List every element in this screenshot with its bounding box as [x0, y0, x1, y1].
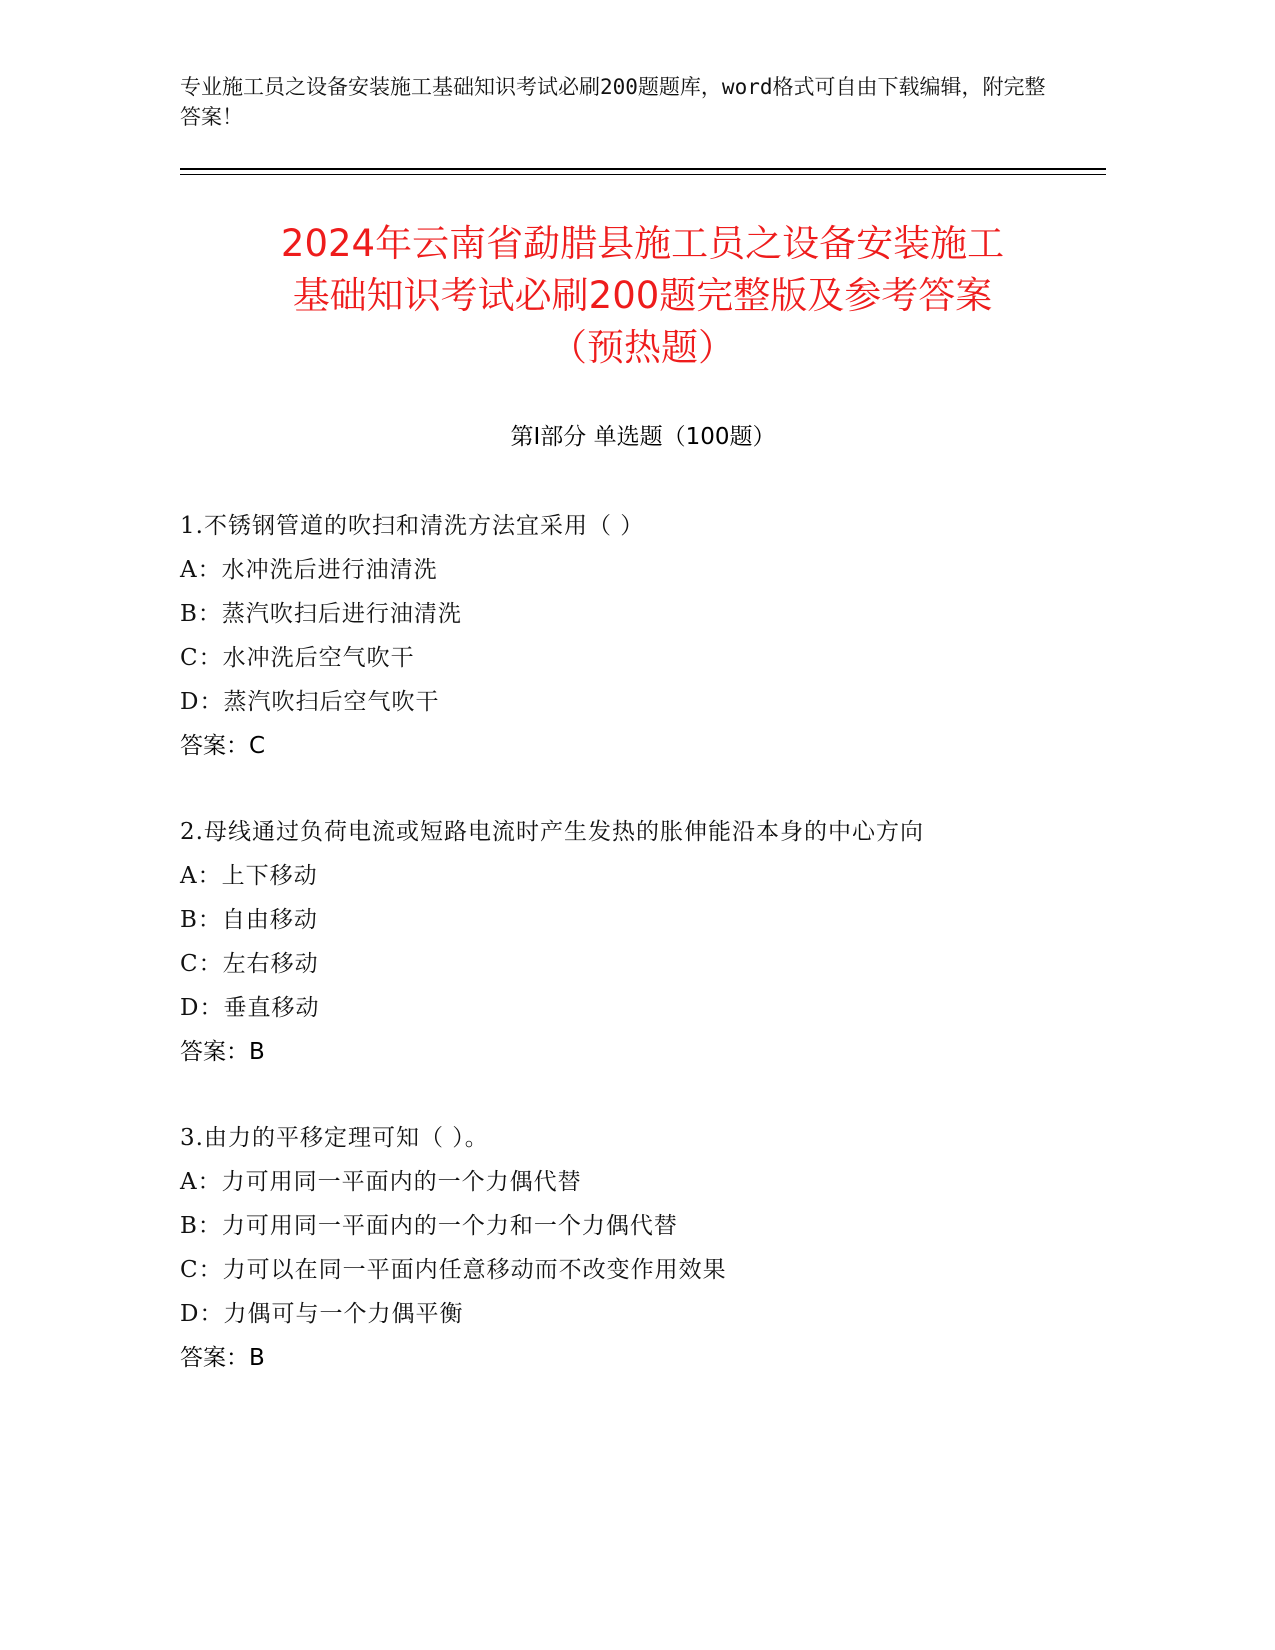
- option-d: D：蒸汽吹扫后空气吹干: [180, 689, 440, 715]
- option-d: D：力偶可与一个力偶平衡: [180, 1301, 464, 1327]
- answer-line: 答案：C: [180, 733, 266, 759]
- question-stem: 2.母线通过负荷电流或短路电流时产生发热的胀伸能沿本身的中心方向: [180, 819, 924, 845]
- question-2: [180, 810, 1060, 1074]
- document-title-line-1: 2024年云南省勐腊县施工员之设备安装施工: [280, 222, 1005, 265]
- option-b: B：自由移动: [180, 907, 318, 933]
- option-a: A：力可用同一平面内的一个力偶代替: [180, 1169, 582, 1195]
- question-3: [180, 1116, 1060, 1380]
- option-c: C：左右移动: [180, 951, 319, 977]
- option-d: D：垂直移动: [180, 995, 320, 1021]
- document-title-line-3: （预热题）: [550, 326, 735, 369]
- question-stem: 1.不锈钢管道的吹扫和清洗方法宜采用（ ）: [180, 513, 645, 539]
- option-c: C：水冲洗后空气吹干: [180, 645, 415, 671]
- answer-line: 答案：B: [180, 1345, 265, 1371]
- header-divider-thin: [180, 174, 1106, 175]
- option-a: A：水冲洗后进行油清洗: [180, 557, 438, 583]
- option-c: C：力可以在同一平面内任意移动而不改变作用效果: [180, 1257, 727, 1283]
- question-1: [180, 504, 1060, 768]
- answer-line: 答案：B: [180, 1039, 265, 1065]
- question-list: [180, 504, 1060, 1422]
- document-title: [150, 218, 1135, 374]
- option-b: B：蒸汽吹扫后进行油清洗: [180, 601, 462, 627]
- document-title-line-2: 基础知识考试必刷200题完整版及参考答案: [292, 274, 993, 317]
- option-a: A：上下移动: [180, 863, 318, 889]
- question-stem: 3.由力的平移定理可知（ ）。: [180, 1125, 489, 1151]
- section-heading: 第Ⅰ部分 单选题（100题）: [510, 424, 776, 450]
- option-b: B：力可用同一平面内的一个力和一个力偶代替: [180, 1213, 678, 1239]
- header-divider-thick: [180, 168, 1106, 170]
- header-note: 专业施工员之设备安装施工基础知识考试必刷200题题库，word格式可自由下载编辑，附完整答案！: [180, 75, 1046, 129]
